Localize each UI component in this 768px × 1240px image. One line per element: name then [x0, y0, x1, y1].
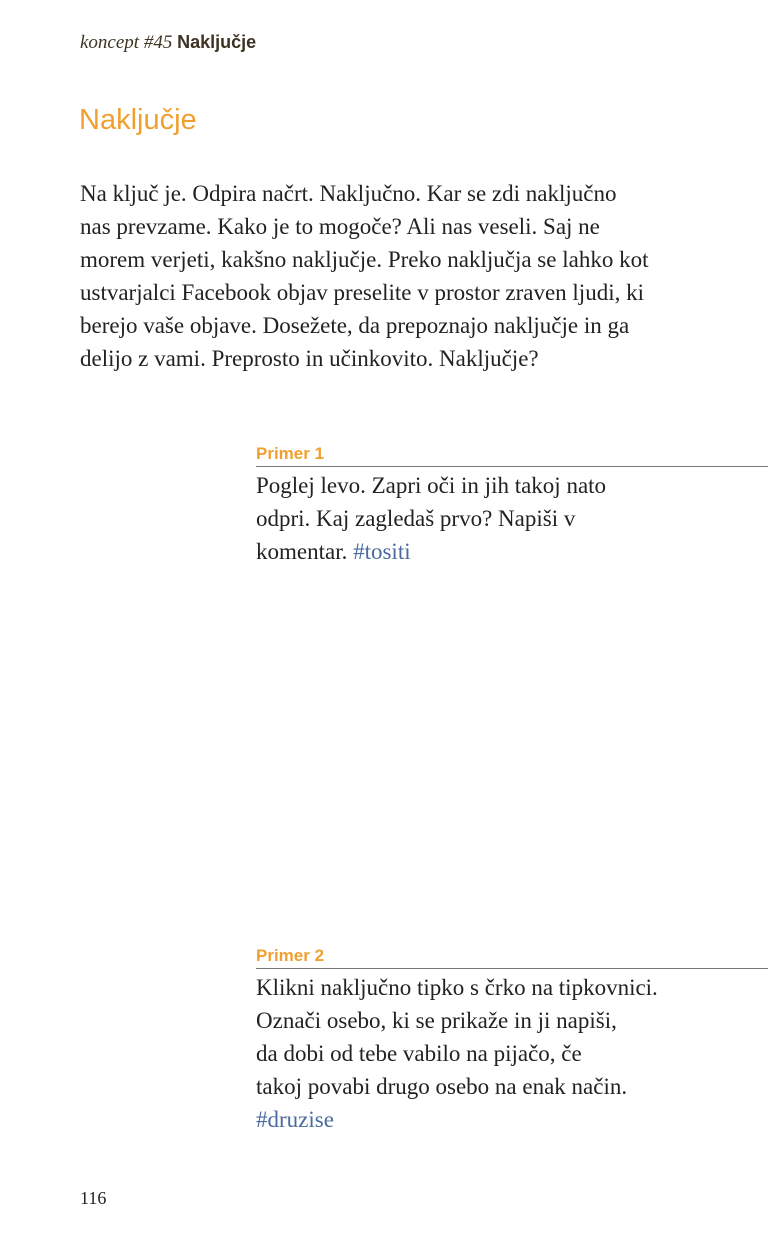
running-header — [80, 32, 256, 54]
example-text — [256, 971, 768, 1136]
text-line: ustvarjalci Facebook objav preselite v prostor zraven ljudi, ki — [80, 280, 644, 305]
example-label: Primer 2 — [256, 946, 325, 965]
text-line: da dobi od tebe vabilo na pijačo, če — [256, 1041, 582, 1066]
text-line: komentar. — [256, 539, 354, 564]
text-line: takoj povabi drugo osebo na enak način. — [256, 1074, 628, 1099]
hashtag: #tositi — [353, 539, 411, 564]
text-line: delijo z vami. Preprosto in učinkovito. Naključje? — [80, 346, 539, 371]
text-line: nas prevzame. Kako je to mogoče? Ali nas veseli. Saj ne — [80, 214, 600, 239]
example-2 — [256, 946, 768, 1136]
page-number: 116 — [80, 1188, 107, 1208]
text-line: odpri. Kaj zagledaš prvo? Napiši v — [256, 506, 576, 531]
intro-paragraph — [80, 177, 648, 375]
text-line: morem verjeti, kakšno naključje. Preko naključja se lahko kot — [80, 247, 649, 272]
example-1 — [256, 444, 768, 568]
concept-number: koncept #45 — [80, 32, 173, 53]
divider — [256, 968, 768, 969]
page-title: Naključje — [79, 104, 197, 136]
text-line: Poglej levo. Zapri oči in jih takoj nato — [256, 473, 607, 498]
text-line: berejo vaše objave. Dosežete, da prepoznajo naključje in ga — [80, 313, 630, 338]
text-line: Na ključ je. Odpira načrt. Naključno. Kar se zdi naključno — [80, 181, 617, 206]
example-text — [256, 469, 768, 568]
text-line: Klikni naključno tipko s črko na tipkovnici. — [256, 975, 658, 1000]
header-title: Naključje — [177, 32, 257, 52]
text-line: Označi osebo, ki se prikaže in ji napiši, — [256, 1008, 617, 1033]
hashtag: #druzise — [256, 1107, 334, 1132]
example-label: Primer 1 — [256, 444, 325, 463]
divider — [256, 466, 768, 467]
